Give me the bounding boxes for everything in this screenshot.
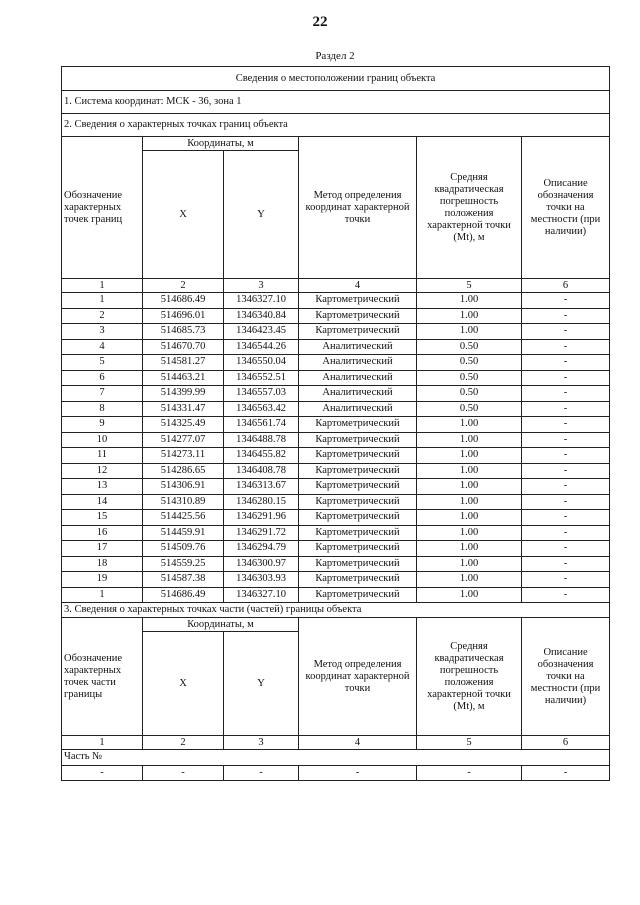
- error-cell: 1.00: [417, 463, 522, 479]
- y-cell: 1346280.15: [224, 494, 299, 510]
- point-number-cell: -: [62, 765, 143, 781]
- point-number-cell: 11: [62, 448, 143, 464]
- x-cell: 514425.56: [143, 510, 224, 526]
- s3-colnum: 1: [62, 736, 143, 750]
- s3-colnum: 3: [224, 736, 299, 750]
- description-cell: -: [522, 494, 610, 510]
- page-number: 22: [312, 14, 328, 30]
- y-cell: 1346294.79: [224, 541, 299, 557]
- s3-header-coordinates: Координаты, м: [143, 618, 299, 632]
- error-cell: 1.00: [417, 324, 522, 340]
- s3-colnum: 2: [143, 736, 224, 750]
- error-cell: 1.00: [417, 308, 522, 324]
- point-number-cell: 9: [62, 417, 143, 433]
- method-cell: Картометрический: [299, 417, 417, 433]
- description-cell: -: [522, 401, 610, 417]
- point-number-cell: 13: [62, 479, 143, 495]
- table-row: [62, 386, 610, 402]
- s2-header-coordinates: Координаты, м: [143, 137, 299, 151]
- error-cell: 1.00: [417, 448, 522, 464]
- s2-header-x: X: [143, 151, 224, 279]
- description-cell: -: [522, 572, 610, 588]
- description-cell: -: [522, 355, 610, 371]
- s3-header-method: Метод определения координат характерной точки: [299, 618, 417, 736]
- y-cell: 1346408.78: [224, 463, 299, 479]
- point-number-cell: 18: [62, 556, 143, 572]
- point-number-cell: 7: [62, 386, 143, 402]
- method-cell: Аналитический: [299, 386, 417, 402]
- y-cell: 1346327.10: [224, 587, 299, 603]
- s2-colnum: 4: [299, 279, 417, 293]
- description-cell: -: [522, 386, 610, 402]
- method-cell: Картометрический: [299, 525, 417, 541]
- error-cell: 1.00: [417, 572, 522, 588]
- error-cell: 0.50: [417, 370, 522, 386]
- y-cell: 1346561.74: [224, 417, 299, 433]
- table-row: [62, 510, 610, 526]
- y-cell: 1346327.10: [224, 293, 299, 309]
- s2-column-numbers: [62, 279, 610, 293]
- table-row: [62, 370, 610, 386]
- y-cell: 1346291.72: [224, 525, 299, 541]
- error-cell: 0.50: [417, 401, 522, 417]
- y-cell: 1346550.04: [224, 355, 299, 371]
- s3-header-y: Y: [224, 632, 299, 736]
- method-cell: Картометрический: [299, 463, 417, 479]
- s3-colnum: 4: [299, 736, 417, 750]
- section2-title: 2. Сведения о характерных точках границ объекта: [62, 114, 610, 137]
- error-cell: 1.00: [417, 556, 522, 572]
- table-title: Сведения о местоположении границ объекта: [62, 67, 610, 91]
- x-cell: 514686.49: [143, 293, 224, 309]
- table-row: [62, 525, 610, 541]
- table-row: [62, 448, 610, 464]
- method-cell: Картометрический: [299, 556, 417, 572]
- method-cell: Аналитический: [299, 370, 417, 386]
- method-cell: -: [299, 765, 417, 781]
- s3-colnum: 6: [522, 736, 610, 750]
- point-number-cell: 8: [62, 401, 143, 417]
- section-label: Раздел 2: [315, 50, 355, 62]
- x-cell: 514310.89: [143, 494, 224, 510]
- description-cell: -: [522, 510, 610, 526]
- method-cell: Картометрический: [299, 448, 417, 464]
- table-row: [62, 417, 610, 433]
- s3-header-x: X: [143, 632, 224, 736]
- point-number-cell: 14: [62, 494, 143, 510]
- x-cell: 514273.11: [143, 448, 224, 464]
- method-cell: Картометрический: [299, 510, 417, 526]
- error-cell: -: [417, 765, 522, 781]
- description-cell: -: [522, 308, 610, 324]
- table-row: [62, 572, 610, 588]
- method-cell: Картометрический: [299, 494, 417, 510]
- method-cell: Картометрический: [299, 541, 417, 557]
- x-cell: 514286.65: [143, 463, 224, 479]
- s2-header-error: Средняя квадратическая погрешность положения характерной точки (Mt), м: [417, 137, 522, 279]
- y-cell: 1346488.78: [224, 432, 299, 448]
- x-cell: 514696.01: [143, 308, 224, 324]
- description-cell: -: [522, 339, 610, 355]
- point-number-cell: 5: [62, 355, 143, 371]
- point-number-cell: 16: [62, 525, 143, 541]
- error-cell: 1.00: [417, 510, 522, 526]
- error-cell: 1.00: [417, 432, 522, 448]
- point-number-cell: 2: [62, 308, 143, 324]
- table-row: [62, 401, 610, 417]
- description-cell: -: [522, 324, 610, 340]
- error-cell: 0.50: [417, 339, 522, 355]
- s3-header-designation: [62, 618, 143, 736]
- part-label: Часть №: [62, 750, 610, 766]
- method-cell: Картометрический: [299, 572, 417, 588]
- point-number-cell: 1: [62, 293, 143, 309]
- x-cell: 514509.76: [143, 541, 224, 557]
- description-cell: -: [522, 293, 610, 309]
- description-cell: -: [522, 370, 610, 386]
- method-cell: Картометрический: [299, 432, 417, 448]
- table-row: [62, 308, 610, 324]
- y-cell: 1346423.45: [224, 324, 299, 340]
- s2-colnum: 6: [522, 279, 610, 293]
- y-cell: 1346544.26: [224, 339, 299, 355]
- x-cell: 514686.49: [143, 587, 224, 603]
- s3-header-error: Средняя квадратическая погрешность положения характерной точки (Mt), м: [417, 618, 522, 736]
- error-cell: 1.00: [417, 479, 522, 495]
- description-cell: -: [522, 541, 610, 557]
- x-cell: 514581.27: [143, 355, 224, 371]
- y-cell: 1346303.93: [224, 572, 299, 588]
- s3-designation-text: Обозначение характерных точек части границы: [64, 652, 123, 700]
- table-row: [62, 293, 610, 309]
- s2-colnum: 1: [62, 279, 143, 293]
- y-cell: 1346313.67: [224, 479, 299, 495]
- x-cell: 514670.70: [143, 339, 224, 355]
- table-row: [62, 463, 610, 479]
- table-row: [62, 494, 610, 510]
- table-row: [62, 541, 610, 557]
- x-cell: 514277.07: [143, 432, 224, 448]
- x-cell: -: [143, 765, 224, 781]
- method-cell: Картометрический: [299, 293, 417, 309]
- method-cell: Картометрический: [299, 587, 417, 603]
- x-cell: 514463.21: [143, 370, 224, 386]
- table-row: [62, 587, 610, 603]
- point-number-cell: 12: [62, 463, 143, 479]
- s2-header-description: Описание обозначения точки на местности (при наличии): [522, 137, 610, 279]
- x-cell: 514331.47: [143, 401, 224, 417]
- table-row: [62, 324, 610, 340]
- error-cell: 1.00: [417, 541, 522, 557]
- method-cell: Картометрический: [299, 479, 417, 495]
- x-cell: 514399.99: [143, 386, 224, 402]
- x-cell: 514685.73: [143, 324, 224, 340]
- description-cell: -: [522, 432, 610, 448]
- method-cell: Аналитический: [299, 339, 417, 355]
- error-cell: 1.00: [417, 525, 522, 541]
- error-cell: 0.50: [417, 355, 522, 371]
- s2-header-y: Y: [224, 151, 299, 279]
- y-cell: 1346291.96: [224, 510, 299, 526]
- y-cell: 1346340.84: [224, 308, 299, 324]
- point-number-cell: 4: [62, 339, 143, 355]
- x-cell: 514325.49: [143, 417, 224, 433]
- method-cell: Картометрический: [299, 324, 417, 340]
- x-cell: 514559.25: [143, 556, 224, 572]
- description-cell: -: [522, 463, 610, 479]
- table-row: [62, 432, 610, 448]
- point-number-cell: 10: [62, 432, 143, 448]
- description-cell: -: [522, 556, 610, 572]
- error-cell: 1.00: [417, 494, 522, 510]
- coordinate-system: 1. Система координат: МСК - 36, зона 1: [62, 91, 610, 114]
- s3-colnum: 5: [417, 736, 522, 750]
- s3-header-description: Описание обозначения точки на местности (при наличии): [522, 618, 610, 736]
- method-cell: Картометрический: [299, 308, 417, 324]
- point-number-cell: 17: [62, 541, 143, 557]
- error-cell: 1.00: [417, 293, 522, 309]
- s2-colnum: 2: [143, 279, 224, 293]
- table-row: [62, 479, 610, 495]
- y-cell: -: [224, 765, 299, 781]
- error-cell: 1.00: [417, 587, 522, 603]
- y-cell: 1346455.82: [224, 448, 299, 464]
- method-cell: Аналитический: [299, 401, 417, 417]
- description-cell: -: [522, 765, 610, 781]
- point-number-cell: 15: [62, 510, 143, 526]
- y-cell: 1346552.51: [224, 370, 299, 386]
- s2-colnum: 3: [224, 279, 299, 293]
- table-row: [62, 556, 610, 572]
- s2-header-designation: Обозначение характерных точек границ: [62, 137, 143, 279]
- point-number-cell: 3: [62, 324, 143, 340]
- x-cell: 514306.91: [143, 479, 224, 495]
- s2-header-method: Метод определения координат характерной точки: [299, 137, 417, 279]
- point-number-cell: 1: [62, 587, 143, 603]
- description-cell: -: [522, 417, 610, 433]
- table-row: [62, 765, 610, 781]
- error-cell: 1.00: [417, 417, 522, 433]
- point-number-cell: 19: [62, 572, 143, 588]
- error-cell: 0.50: [417, 386, 522, 402]
- y-cell: 1346557.03: [224, 386, 299, 402]
- section3-title: 3. Сведения о характерных точках части (частей) границы объекта: [62, 603, 610, 618]
- description-cell: -: [522, 525, 610, 541]
- point-number-cell: 6: [62, 370, 143, 386]
- description-cell: -: [522, 448, 610, 464]
- table-row: [62, 355, 610, 371]
- x-cell: 514459.91: [143, 525, 224, 541]
- table-row: [62, 339, 610, 355]
- y-cell: 1346300.97: [224, 556, 299, 572]
- x-cell: 514587.38: [143, 572, 224, 588]
- description-cell: -: [522, 479, 610, 495]
- y-cell: 1346563.42: [224, 401, 299, 417]
- description-cell: -: [522, 587, 610, 603]
- s2-colnum: 5: [417, 279, 522, 293]
- boundary-table: [61, 66, 610, 781]
- method-cell: Аналитический: [299, 355, 417, 371]
